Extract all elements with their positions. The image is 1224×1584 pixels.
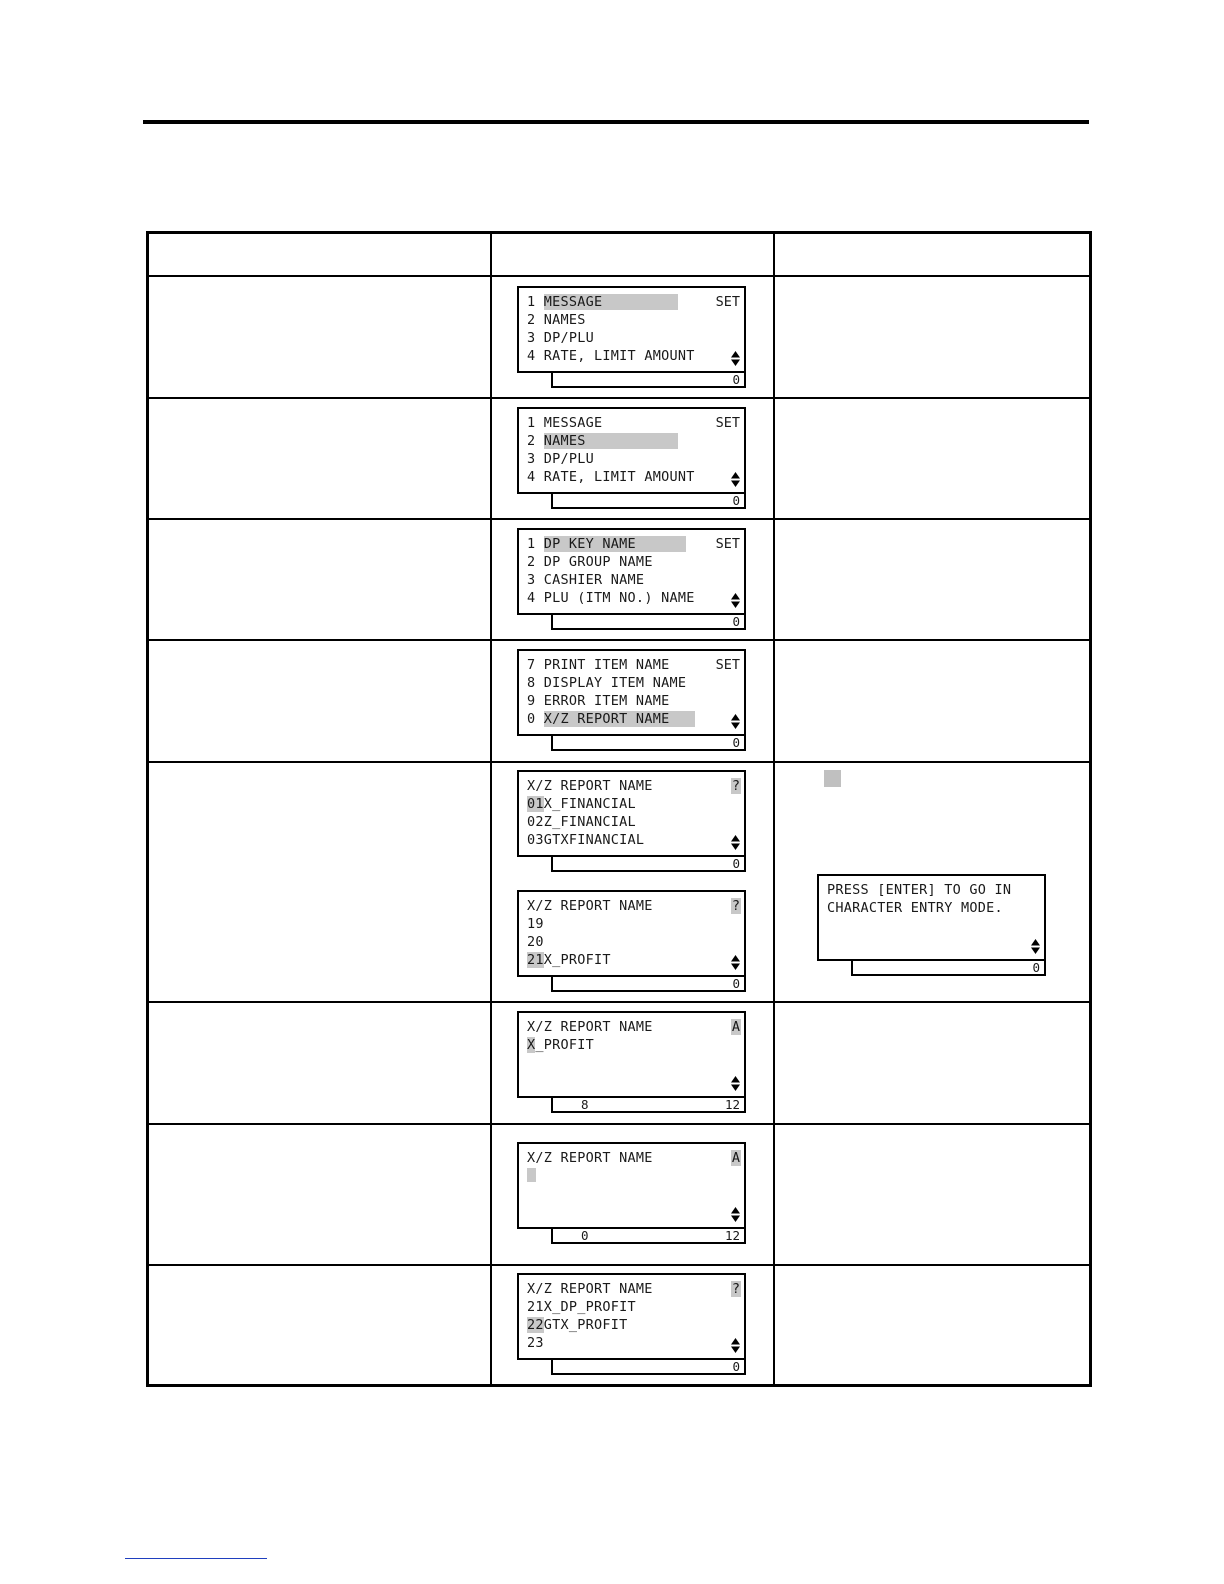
row-divider [149,1123,1089,1125]
lcd-counter [551,734,746,751]
column-divider-1 [490,234,492,1384]
mode-badge: SET [715,294,740,310]
lcd-counter [551,1227,746,1244]
lcd-counter [551,975,746,992]
lcd-counter [551,492,746,509]
prompt-line: PRESS [ENTER] TO GO IN [827,882,1012,898]
menu-line: 3 CASHIER NAME [527,572,645,588]
lcd-display [517,1142,746,1229]
mode-badge: ? [731,1281,740,1297]
menu-line: 4 PLU (ITM NO.) NAME [527,590,695,606]
lcd-display [817,874,1046,961]
scroll-updown-icon [731,955,740,970]
lcd-display [517,1273,746,1360]
menu-line: 0 X/Z REPORT NAME [527,711,695,727]
screen-title: X/Z REPORT NAME [527,778,653,794]
char-limit: 12 [724,1097,740,1112]
menu-line: 4 RATE, LIMIT AMOUNT [527,348,695,364]
row-divider [149,1001,1089,1003]
scroll-updown-icon [731,351,740,366]
header-rule [143,120,1089,124]
scroll-updown-icon [731,472,740,487]
column-divider-2 [773,234,775,1384]
note-marker-icon [824,770,841,787]
menu-line: 8 DISPLAY ITEM NAME [527,675,687,691]
scroll-updown-icon [731,1338,740,1353]
scroll-updown-icon [1031,939,1040,954]
scroll-updown-icon [731,835,740,850]
char-count: 0 [581,1228,589,1243]
scroll-updown-icon [731,593,740,608]
mode-badge: A [731,1150,740,1166]
entry-text: X_PROFIT [527,1037,595,1053]
lcd-counter [551,1358,746,1375]
mode-badge: A [731,1019,740,1035]
lcd-counter [551,855,746,872]
row-divider [149,518,1089,520]
mode-badge: SET [715,536,740,552]
counter-value: 0 [732,856,740,871]
lcd-counter [551,613,746,630]
report-row: 23 [527,1335,544,1351]
prompt-line: CHARACTER ENTRY MODE. [827,900,1003,916]
menu-line: 3 DP/PLU [527,451,595,467]
mode-badge: ? [731,898,740,914]
counter-value: 0 [732,976,740,991]
row-divider [149,1264,1089,1266]
report-row: 21X_PROFIT [527,952,611,968]
menu-line: 1 MESSAGE [527,415,603,431]
report-row: 21X_DP_PROFIT [527,1299,636,1315]
report-row: 20 [527,934,544,950]
row-divider [149,761,1089,763]
menu-line: 2 DP GROUP NAME [527,554,653,570]
counter-value: 0 [732,372,740,387]
scroll-updown-icon [731,1076,740,1091]
report-row: 22GTX_PROFIT [527,1317,628,1333]
screen-title: X/Z REPORT NAME [527,1019,653,1035]
lcd-counter [551,1096,746,1113]
entry-text [527,1168,536,1184]
lcd-display [517,770,746,857]
menu-line: 9 ERROR ITEM NAME [527,693,670,709]
lcd-display [517,890,746,977]
report-row: 19 [527,916,544,932]
lcd-display [517,1011,746,1098]
report-row: 01X_FINANCIAL [527,796,636,812]
scroll-updown-icon [731,714,740,729]
counter-value: 0 [732,735,740,750]
lcd-display [517,407,746,494]
footer-link-underline [125,1558,267,1559]
scroll-updown-icon [731,1207,740,1222]
counter-value: 0 [1032,960,1040,975]
screen-title: X/Z REPORT NAME [527,1150,653,1166]
lcd-counter [551,371,746,388]
lcd-counter [851,959,1046,976]
menu-line: 1 DP KEY NAME [527,536,686,552]
lcd-display [517,649,746,736]
mode-badge: ? [731,778,740,794]
screen-title: X/Z REPORT NAME [527,898,653,914]
menu-line: 2 NAMES [527,433,678,449]
text-cursor [527,1168,536,1182]
report-row: 02Z_FINANCIAL [527,814,636,830]
counter-value: 0 [732,493,740,508]
menu-line: 2 NAMES [527,312,586,328]
lcd-display [517,528,746,615]
menu-line: 1 MESSAGE [527,294,678,310]
mode-badge: SET [715,415,740,431]
menu-line: 3 DP/PLU [527,330,595,346]
screen-title: X/Z REPORT NAME [527,1281,653,1297]
menu-line: 7 PRINT ITEM NAME [527,657,670,673]
char-count: 8 [581,1097,589,1112]
counter-value: 0 [732,1359,740,1374]
mode-badge: SET [715,657,740,673]
header-row-divider [149,275,1089,277]
row-divider [149,639,1089,641]
menu-line: 4 RATE, LIMIT AMOUNT [527,469,695,485]
char-limit: 12 [724,1228,740,1243]
lcd-display [517,286,746,373]
row-divider [149,397,1089,399]
counter-value: 0 [732,614,740,629]
report-row: 03GTXFINANCIAL [527,832,645,848]
